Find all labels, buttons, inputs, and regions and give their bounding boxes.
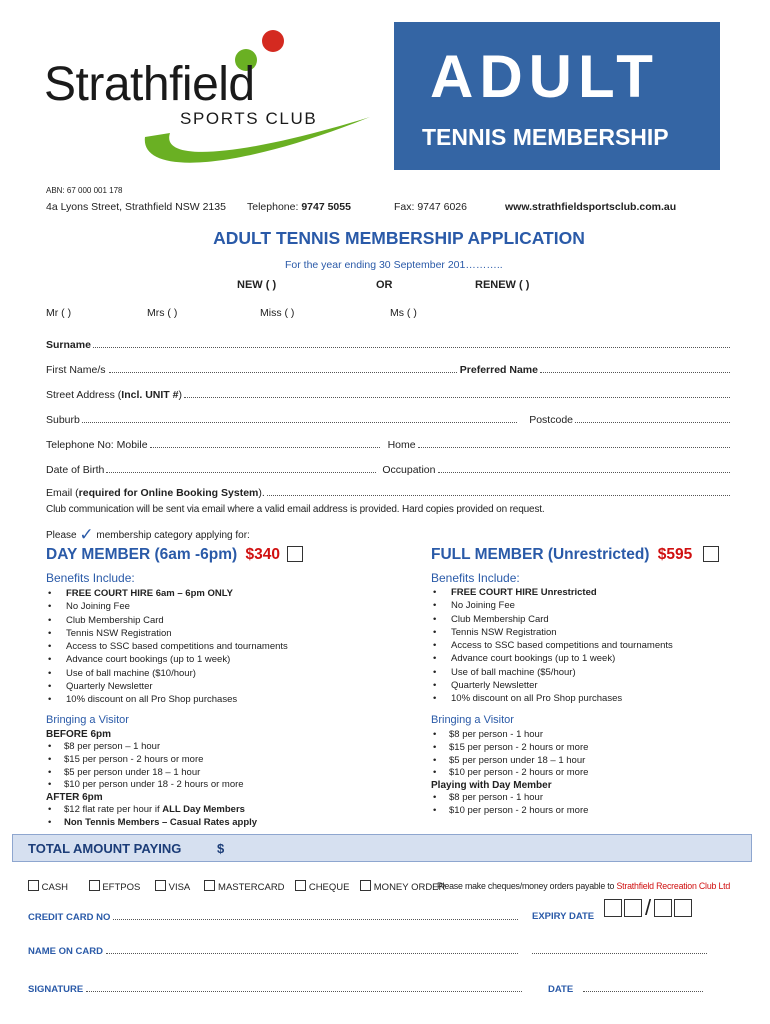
suburb-field[interactable] bbox=[82, 413, 517, 423]
list-item: • FREE COURT HIRE Unrestricted bbox=[431, 586, 751, 599]
slash-icon: / bbox=[645, 895, 652, 920]
list-item: • Access to SSC based competitions and tournaments bbox=[46, 640, 376, 653]
dob-field[interactable] bbox=[106, 463, 376, 473]
day-before-label: BEFORE 6pm bbox=[46, 729, 112, 740]
list-item: • Use of ball machine ($5/hour) bbox=[431, 666, 751, 679]
eftpos-checkbox[interactable] bbox=[89, 880, 100, 891]
fax: Fax: 9747 6026 bbox=[394, 201, 467, 213]
home-label: Home bbox=[387, 439, 416, 451]
list-item: • Club Membership Card bbox=[431, 613, 751, 626]
expiry-label: EXPIRY DATE bbox=[532, 911, 595, 922]
full-day-member-label: Playing with Day Member bbox=[431, 780, 552, 791]
date-row bbox=[548, 983, 703, 995]
banner-title: ADULT bbox=[430, 43, 659, 110]
title-ms[interactable]: Ms ( ) bbox=[390, 307, 417, 319]
list-item: • 10% discount on all Pro Shop purchases bbox=[431, 692, 751, 705]
payment-cash[interactable]: CASH bbox=[28, 882, 68, 893]
day-after-label: AFTER 6pm bbox=[46, 792, 103, 803]
credit-card-row bbox=[28, 911, 518, 923]
total-label: TOTAL AMOUNT PAYING bbox=[28, 841, 182, 856]
day-member-title: DAY MEMBER (6am -6pm) bbox=[46, 546, 238, 563]
surname-field[interactable] bbox=[93, 338, 730, 348]
full-benefits-list bbox=[431, 586, 751, 706]
full-visitor-list bbox=[431, 729, 751, 780]
mastercard-checkbox[interactable] bbox=[204, 880, 215, 891]
suburb-row bbox=[46, 413, 730, 426]
street-address-field[interactable] bbox=[184, 388, 730, 398]
preferred-name-field[interactable] bbox=[540, 363, 730, 373]
list-item: • No Joining Fee bbox=[46, 600, 376, 613]
address: 4a Lyons Street, Strathfield NSW 2135 bbox=[46, 201, 226, 213]
expiry-month-box-2[interactable] bbox=[624, 899, 642, 917]
banner-subtitle: TENNIS MEMBERSHIP bbox=[422, 124, 669, 150]
list-item: • $8 per person - 1 hour bbox=[431, 729, 751, 742]
list-item: • Access to SSC based competitions and tournaments bbox=[431, 639, 751, 652]
name-on-card-row bbox=[28, 945, 518, 957]
signature-row bbox=[28, 983, 522, 995]
list-item: • $10 per person - 2 hours or more bbox=[431, 805, 751, 818]
list-item: • Advance court bookings (up to 1 week) bbox=[46, 653, 376, 666]
email-field[interactable] bbox=[267, 486, 730, 496]
mobile-field[interactable] bbox=[150, 438, 380, 448]
date-field[interactable] bbox=[583, 983, 703, 992]
full-member-checkbox[interactable] bbox=[703, 546, 719, 562]
renew-option[interactable]: RENEW ( ) bbox=[475, 279, 530, 291]
occupation-field[interactable] bbox=[438, 463, 731, 473]
day-visitor-title: Bringing a Visitor bbox=[46, 714, 129, 726]
postcode-label: Postcode bbox=[529, 414, 573, 426]
dob-row bbox=[46, 463, 730, 476]
expiry-field[interactable] bbox=[604, 895, 692, 920]
signature-label: SIGNATURE bbox=[28, 984, 84, 995]
full-member-header bbox=[431, 546, 692, 564]
full-visitor-title: Bringing a Visitor bbox=[431, 714, 514, 726]
please-tick-row: Please ✓ membership category applying for: bbox=[46, 525, 250, 544]
payable-note: Please make cheques/money orders payable to Strathfield Recreation Club Ltd bbox=[437, 881, 731, 891]
day-after-list bbox=[46, 804, 376, 830]
list-item: • Use of ball machine ($10/hour) bbox=[46, 667, 376, 680]
name-on-card-extra-field[interactable] bbox=[532, 945, 707, 954]
street-row bbox=[46, 388, 730, 401]
payment-money-order[interactable]: MONEY ORDER bbox=[360, 882, 445, 893]
email-row bbox=[46, 486, 730, 499]
logo-sub: SPORTS CLUB bbox=[180, 109, 318, 128]
list-item: • $12 flat rate per hour if ALL Day Members bbox=[46, 804, 376, 817]
membership-banner bbox=[394, 22, 720, 170]
new-option[interactable]: NEW ( ) bbox=[237, 279, 277, 291]
list-item: • FREE COURT HIRE 6am – 6pm ONLY bbox=[46, 587, 376, 600]
money-order-checkbox[interactable] bbox=[360, 880, 371, 891]
name-on-card-field[interactable] bbox=[106, 945, 518, 954]
day-member-header bbox=[46, 546, 280, 564]
list-item: • Non Tennis Members – Casual Rates apply bbox=[46, 817, 376, 830]
payment-visa[interactable]: VISA bbox=[155, 882, 190, 893]
signature-field[interactable] bbox=[86, 983, 522, 992]
list-item: • $10 per person - 2 hours or more bbox=[431, 767, 751, 780]
first-names-field[interactable] bbox=[109, 363, 457, 373]
payment-mastercard[interactable]: MASTERCARD bbox=[204, 882, 284, 893]
list-item: • 10% discount on all Pro Shop purchases bbox=[46, 693, 376, 706]
name-on-card-label: NAME ON CARD bbox=[28, 946, 103, 957]
payment-eftpos[interactable]: EFTPOS bbox=[89, 882, 141, 893]
list-item: • Tennis NSW Registration bbox=[46, 627, 376, 640]
list-item: • Advance court bookings (up to 1 week) bbox=[431, 652, 751, 665]
cheque-checkbox[interactable] bbox=[295, 880, 306, 891]
list-item: • $5 per person under 18 – 1 hour bbox=[46, 767, 376, 780]
full-benefits-title: Benefits Include: bbox=[431, 571, 520, 585]
date-label: DATE bbox=[548, 984, 574, 995]
telephone-row bbox=[46, 438, 730, 451]
list-item: • Quarterly Newsletter bbox=[46, 680, 376, 693]
club-logo bbox=[40, 25, 380, 175]
title-miss[interactable]: Miss ( ) bbox=[260, 307, 295, 319]
day-member-price: $340 bbox=[245, 546, 281, 563]
form-title: ADULT TENNIS MEMBERSHIP APPLICATION bbox=[213, 228, 585, 248]
payment-options bbox=[28, 880, 445, 893]
mobile-label: Telephone No: Mobile bbox=[46, 439, 148, 451]
list-item: • $15 per person - 2 hours or more bbox=[431, 742, 751, 755]
or-label: OR bbox=[376, 279, 393, 291]
email-label: Email (required for Online Booking System). bbox=[46, 487, 265, 499]
day-benefits-title: Benefits Include: bbox=[46, 571, 135, 585]
list-item: • $8 per person – 1 hour bbox=[46, 741, 376, 754]
expiry-year-box-1[interactable] bbox=[654, 899, 672, 917]
list-item: • Tennis NSW Registration bbox=[431, 626, 751, 639]
title-mrs[interactable]: Mrs ( ) bbox=[147, 307, 178, 319]
cash-checkbox[interactable] bbox=[28, 880, 39, 891]
surname-row bbox=[46, 338, 730, 351]
list-item: • $15 per person - 2 hours or more bbox=[46, 754, 376, 767]
abn: ABN: 67 000 001 178 bbox=[46, 186, 123, 195]
full-day-member-list bbox=[431, 792, 751, 818]
list-item: • Quarterly Newsletter bbox=[431, 679, 751, 692]
total-currency: $ bbox=[217, 841, 225, 856]
title-mr[interactable]: Mr ( ) bbox=[46, 307, 72, 319]
first-names-label: First Name/s bbox=[46, 364, 106, 376]
preferred-name-label: Preferred Name bbox=[459, 364, 538, 376]
day-before-list bbox=[46, 741, 376, 792]
day-benefits-list bbox=[46, 587, 376, 707]
street-address-label: Street Address (Incl. UNIT #) bbox=[46, 389, 182, 401]
suburb-label: Suburb bbox=[46, 414, 80, 426]
dob-label: Date of Birth bbox=[46, 464, 105, 476]
email-info: Club communication will be sent via email where a valid email address is provided. Hard copies provided on request. bbox=[46, 504, 545, 515]
logo-name: Strathfield bbox=[44, 58, 255, 111]
payment-cheque[interactable]: CHEQUE bbox=[295, 882, 349, 893]
list-item: • Club Membership Card bbox=[46, 614, 376, 627]
credit-card-label: CREDIT CARD NO bbox=[28, 912, 111, 923]
list-item: • $5 per person under 18 – 1 hour bbox=[431, 755, 751, 768]
visa-checkbox[interactable] bbox=[155, 880, 166, 891]
surname-label: Surname bbox=[46, 339, 91, 351]
full-member-title: FULL MEMBER (Unrestricted) bbox=[431, 546, 650, 563]
occupation-label: Occupation bbox=[382, 464, 436, 476]
form-period: For the year ending 30 September 201……….. bbox=[285, 259, 503, 271]
day-member-checkbox[interactable] bbox=[287, 546, 303, 562]
credit-card-field[interactable] bbox=[113, 911, 518, 920]
home-field[interactable] bbox=[418, 438, 730, 448]
total-amount-bar[interactable] bbox=[12, 834, 752, 862]
telephone: Telephone: 9747 5055 bbox=[247, 201, 351, 213]
list-item: • No Joining Fee bbox=[431, 599, 751, 612]
list-item: • $8 per person - 1 hour bbox=[431, 792, 751, 805]
first-name-row bbox=[46, 363, 730, 376]
expiry-month-box-1[interactable] bbox=[604, 899, 622, 917]
checkmark-icon: ✓ bbox=[79, 525, 94, 544]
full-member-price: $595 bbox=[657, 546, 693, 563]
expiry-year-box-2[interactable] bbox=[674, 899, 692, 917]
list-item: • $10 per person under 18 - 2 hours or more bbox=[46, 779, 376, 792]
website-link[interactable]: www.strathfieldsportsclub.com.au bbox=[505, 201, 677, 213]
postcode-field[interactable] bbox=[575, 413, 730, 423]
